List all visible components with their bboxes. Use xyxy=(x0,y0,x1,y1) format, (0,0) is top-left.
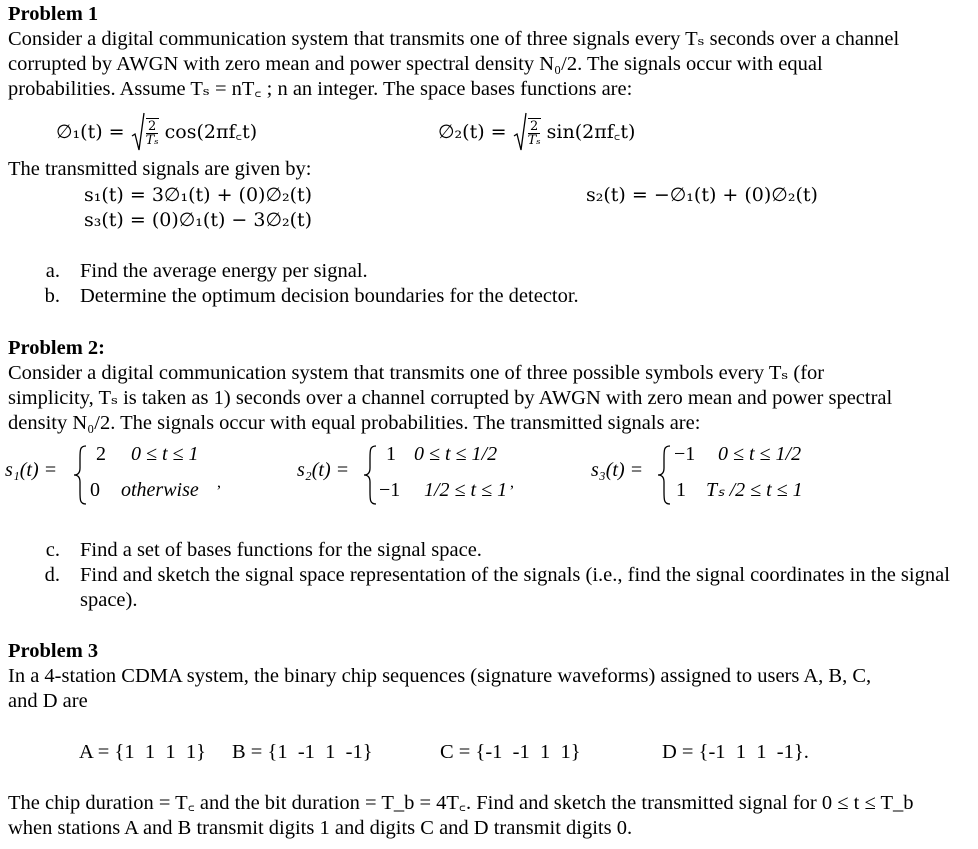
piecewise-s1-case1-cond: 0 ≤ t ≤ 1 xyxy=(131,443,199,465)
problem1-item-a-text: Find the average energy per signal. xyxy=(80,260,368,282)
problem2-item-d-letter: d. xyxy=(44,564,60,586)
problem2-heading: Problem 2: xyxy=(8,337,105,359)
problem3-heading: Problem 3 xyxy=(8,640,99,662)
problem2-item-c-text: Find a set of bases functions for the signal space. xyxy=(80,539,482,561)
sqrt-symbol-icon xyxy=(131,112,145,152)
piecewise-s3-case2-val: 1 xyxy=(676,479,686,501)
problem3-text-line4: when stations A and B transmit digits 1 and digits C and D transmit digits 0. xyxy=(8,817,633,839)
piecewise-s2-case2-cond: 1/2 ≤ t ≤ 1 xyxy=(424,479,508,501)
problem3-text-line3: The chip duration = T꜀ and the bit duration = T_b = 4T꜀. Find and sketch the transmitted signal for 0 ≤ t ≤ T_b xyxy=(8,792,914,814)
sqrt-symbol-icon xyxy=(513,112,527,152)
problem1-text-line2: corrupted by AWGN with zero mean and power spectral density N₀/2. The signals occur with equal xyxy=(8,53,823,75)
signal-s3-equation: s₃(t) = (0)∅₁(t) − 3∅₂(t) xyxy=(84,209,313,231)
phi1-frac-den: Tₛ xyxy=(145,132,159,148)
problem1-text-line3: probabilities. Assume Tₛ = nT꜀ ; n an integer. The space bases functions are: xyxy=(8,78,633,100)
piecewise-s2-lhs: s₂(t) = xyxy=(297,459,350,481)
phi2-sqrt xyxy=(513,112,543,152)
piecewise-s3-case1-val: −1 xyxy=(674,443,696,465)
phi1-rhs: cos(2πf꜀t) xyxy=(164,120,258,143)
problem1-text-line1: Consider a digital communication system that transmits one of three signals every Tₛ seconds over a channel xyxy=(8,28,900,50)
signal-s1-equation: s₁(t) = 3∅₁(t) + (0)∅₂(t) xyxy=(84,184,313,206)
piecewise-s1-case1-val: 2 xyxy=(96,443,106,465)
phi2-frac-den: Tₛ xyxy=(527,132,541,148)
piecewise-s3-case2-cond: Tₛ /2 ≤ t ≤ 1 xyxy=(706,479,803,501)
piecewise-s1-lhs: s₁(t) = xyxy=(5,459,58,481)
phi2-lhs: ∅₂(t) = xyxy=(438,120,507,143)
piecewise-s3-case1-cond: 0 ≤ t ≤ 1/2 xyxy=(718,443,802,465)
piecewise-s2-case2-val: −1 xyxy=(379,479,401,501)
problem1-item-b-letter: b. xyxy=(44,285,60,307)
problem2-text-line3: density N₀/2. The signals occur with equal probabilities. The transmitted signals are: xyxy=(8,412,701,434)
phi2-equation xyxy=(438,112,635,152)
signals-intro: The transmitted signals are given by: xyxy=(8,158,312,180)
piecewise-s1-case2-val: 0 xyxy=(90,479,100,501)
chip-sequence-c: C = {-1 -1 1 1} xyxy=(440,741,581,763)
problem1-item-b-text: Determine the optimum decision boundaries for the detector. xyxy=(80,285,579,307)
problem1-heading: Problem 1 xyxy=(8,3,99,25)
chip-sequence-d: D = {-1 1 1 -1}. xyxy=(662,741,809,763)
problem3-text-line1: In a 4-station CDMA system, the binary chip sequences (signature waveforms) assigned to users A, B, C, xyxy=(8,665,872,687)
phi1-equation xyxy=(56,112,257,152)
problem1-item-a-letter: a. xyxy=(45,260,60,282)
left-brace-icon xyxy=(362,444,378,506)
piecewise-s1-case2-cond: otherwise xyxy=(121,479,199,501)
problem2-item-c-letter: c. xyxy=(45,539,60,561)
piecewise-s2-case1-cond: 0 ≤ t ≤ 1/2 xyxy=(414,443,498,465)
piecewise-s3-lhs: s₃(t) = xyxy=(591,459,644,481)
left-brace-icon xyxy=(72,444,88,506)
left-brace-icon xyxy=(656,444,672,506)
signal-s2-equation: s₂(t) = −∅₁(t) + (0)∅₂(t) xyxy=(586,184,818,206)
piecewise-s1-comma: , xyxy=(217,474,221,491)
problem3-text-line2: and D are xyxy=(8,690,88,712)
chip-sequence-a: A = {1 1 1 1} xyxy=(79,741,206,763)
piecewise-s2-case1-val: 1 xyxy=(386,443,396,465)
problem2-text-line1: Consider a digital communication system that transmits one of three possible symbols every Tₛ (for xyxy=(8,362,825,384)
phi1-frac-num: 2 xyxy=(147,118,157,134)
problem2-text-line2: simplicity, Tₛ is taken as 1) seconds over a channel corrupted by AWGN with zero mean and power spectral xyxy=(8,387,893,409)
phi2-rhs: sin(2πf꜀t) xyxy=(546,120,636,143)
phi2-frac-num: 2 xyxy=(529,118,539,134)
chip-sequence-b: B = {1 -1 1 -1} xyxy=(232,741,373,763)
phi1-sqrt xyxy=(131,112,161,152)
piecewise-s2-comma: , xyxy=(510,474,514,491)
phi1-lhs: ∅₁(t) = xyxy=(56,120,125,143)
problem2-item-d-text: Find and sketch the signal space representation of the signals (i.e., find the signal coordinates in the signal space). xyxy=(80,564,950,611)
